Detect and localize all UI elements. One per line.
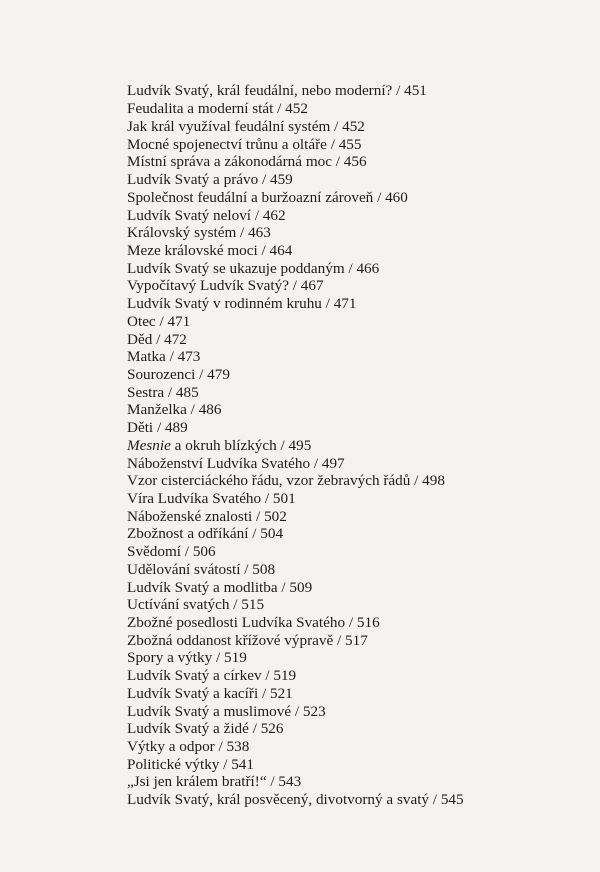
chapter-title: Ludvík Svatý v rodinném kruhu / 471 [127, 295, 357, 312]
italic-term: Mesnie [127, 437, 171, 454]
toc-page: Ludvík Svatý, král feudální, nebo moderní? / 451 Feudalita a moderní stát / 452 Jak král využíval feudální systém / 452 Mocné spojenectví trůnu a oltáře / 455 Místní správa a zákonodárná moc / 456 Ludvík Svatý a právo / 459 Společnost feudální a buržoazní zároveň / 460 Ludvík Svatý neloví / 462 Královský systém / 463 Meze královské moci / 464 Ludvík Svatý se ukazuje poddaným / 466 Vypočítavý Ludvík Svatý? / 467 Ludvík Svatý v rodinném kruhu / 471 Otec / 471 Děd / 472 Matka / 473 Sourozenci / 479 Sestra / 485 Manželka / 486 Děti / 489 Mesnie a okruh blízkých / 495 Náboženství Ludvíka Svatého / 497 Vzor cisterciáckého řádu, vzor žebravých řádů / 498 Víra Ludvíka Svatého / 501 Náboženské znalosti / 502 Zbožnost a odříkání / 504 Svědomí / 506 Udělování svátostí / 508 Ludvík Svatý a modlitba / 509 Uctívání svatých / 515 Zbožné posedlosti Ludvíka Svatého / 516 Zbožná oddanost křížové výpravě / 517 Spory a výtky / 519 Ludvík Svatý a církev / 519 Ludvík Svatý a kacíři / 521 Ludvík Svatý a muslimové / 523 Ludvík Svatý a židé / 526 Výtky a odpor / 538 Politické výtky / 541 „Jsi jen králem bratří!“ / 543 Ludvík Svatý, král posvěcený, divotvorný a svatý / 545 [127, 82, 464, 808]
chapter-title: Ludvík Svatý, král posvěcený, divotvorný a svatý / 545 [127, 791, 464, 808]
chapter-title: Náboženství Ludvíka Svatého / 497 [127, 455, 345, 472]
chapter-title: Ludvík Svatý, král feudální, nebo moderní? / 451 [127, 82, 427, 99]
chapter-title: Spory a výtky / 519 [127, 649, 247, 666]
